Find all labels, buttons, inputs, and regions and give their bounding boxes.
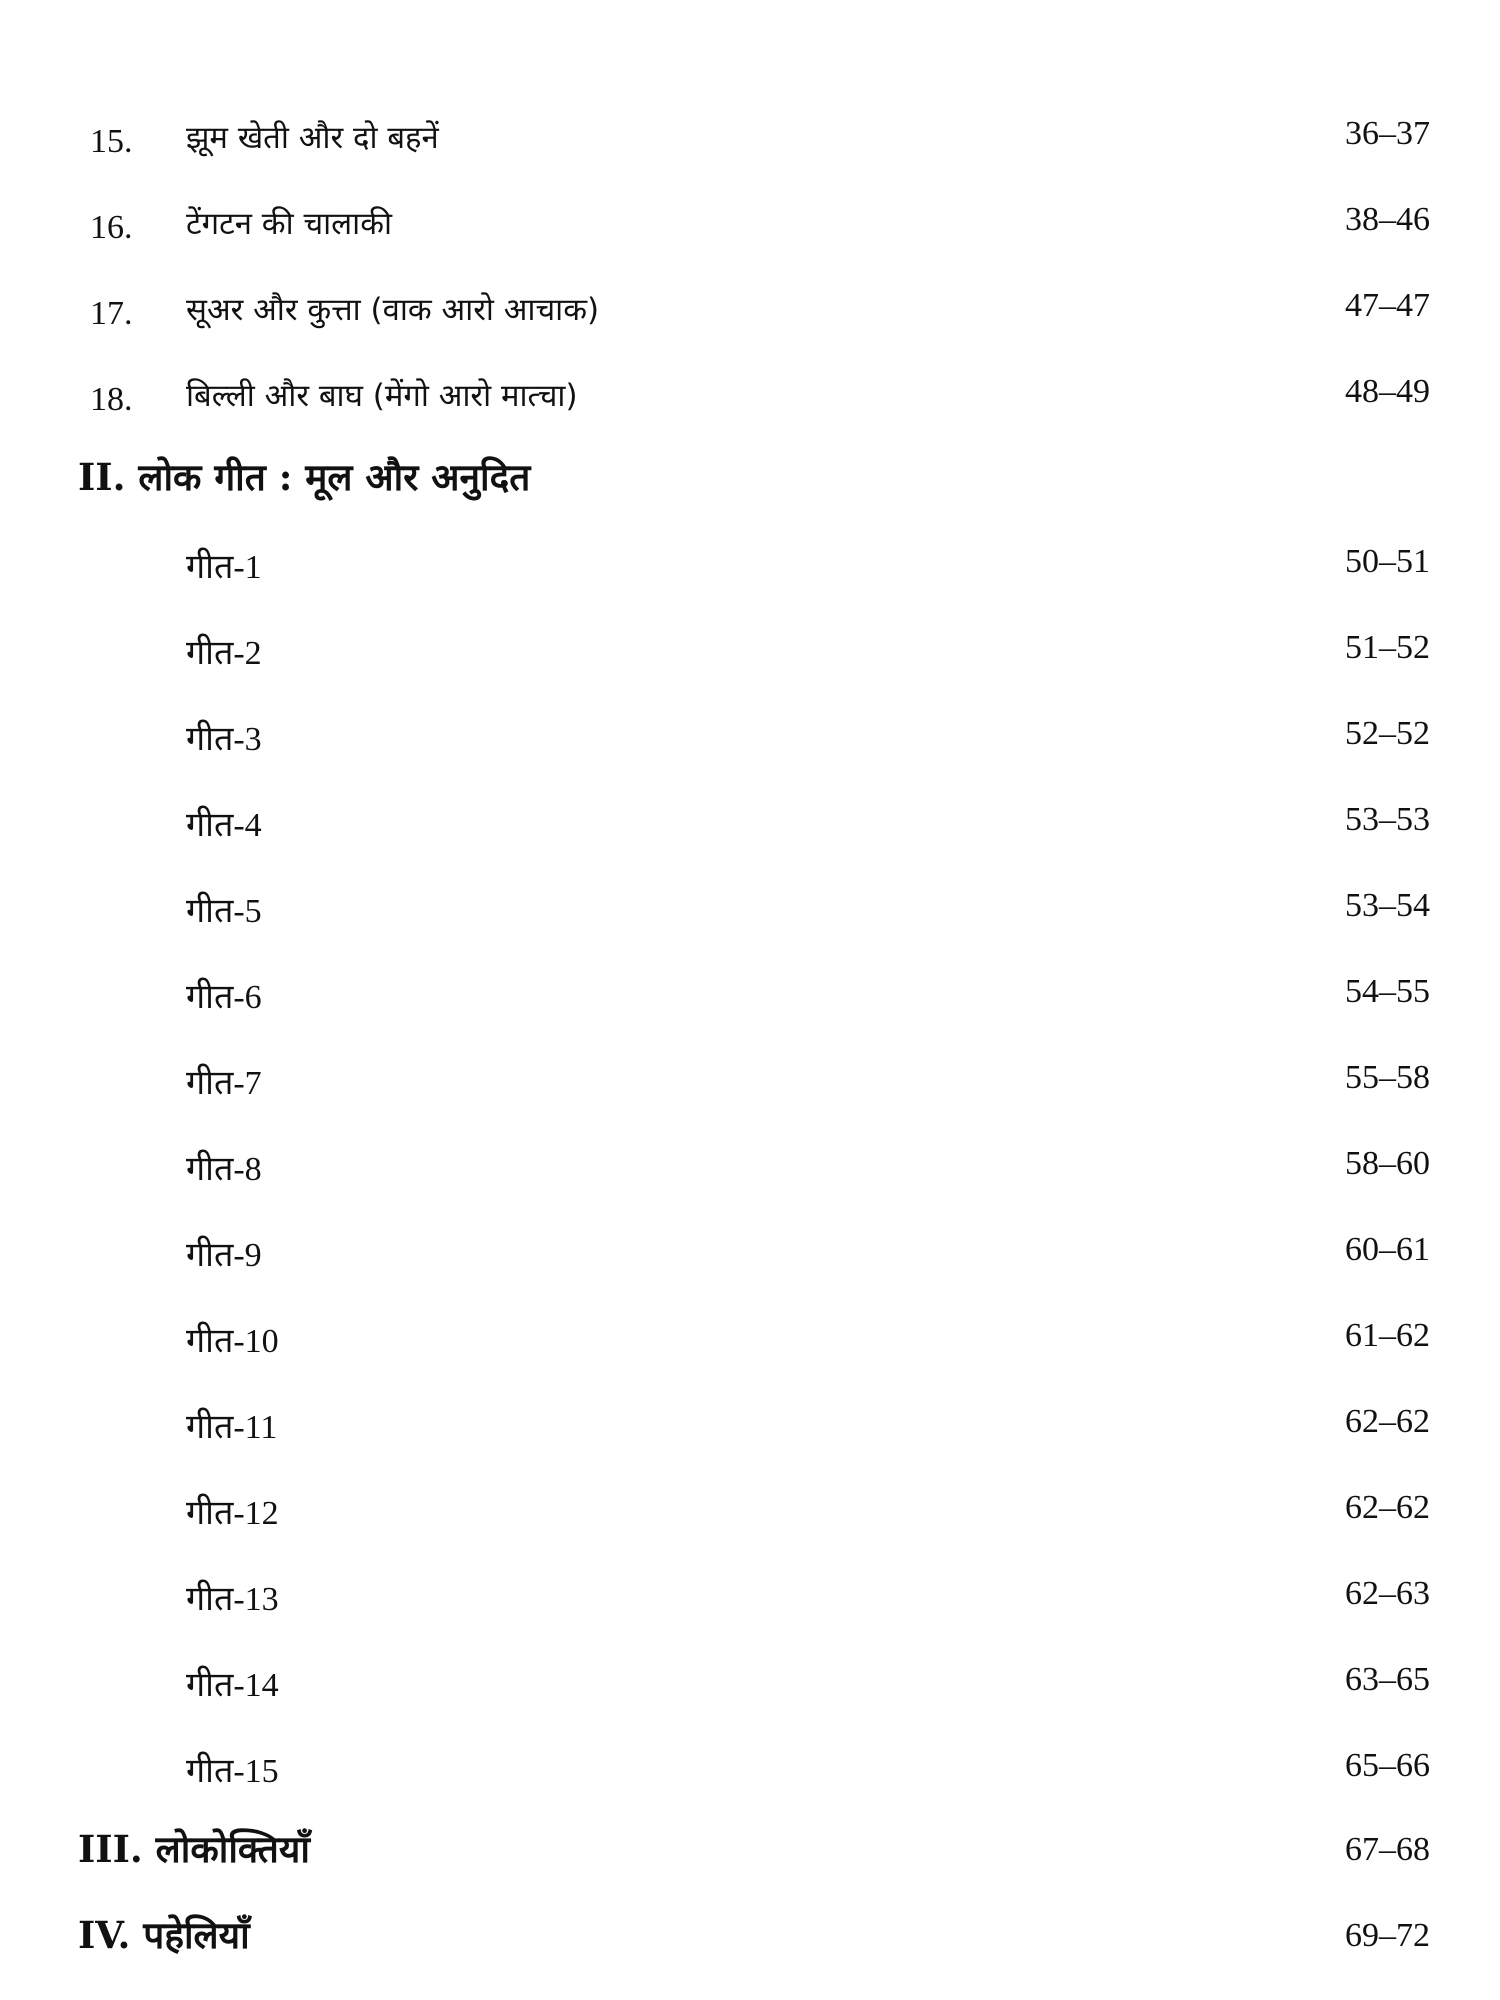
entry-number: 17. (90, 295, 133, 332)
entry-pages: 63–65 (1345, 1661, 1430, 1698)
section-title: III. लोकोक्तियाँ (78, 1827, 310, 1871)
toc-entry (0, 1744, 1500, 1804)
section-title: IV. पहेलियाँ (78, 1913, 250, 1957)
song-title: गीत-5 (186, 893, 262, 930)
entry-number: 18. (90, 381, 133, 418)
toc-entry (0, 112, 1500, 172)
entry-pages: 55–58 (1345, 1059, 1430, 1096)
toc-entry (0, 1142, 1500, 1202)
entry-title: टेंगटन की चालाकी (186, 206, 393, 242)
toc-entry (0, 712, 1500, 772)
song-title: गीत-1 (186, 549, 262, 586)
toc-entry (0, 1056, 1500, 1116)
toc-entry (0, 626, 1500, 686)
song-title: गीत-7 (186, 1065, 262, 1102)
song-title: गीत-9 (186, 1237, 262, 1274)
entry-pages: 52–52 (1345, 715, 1430, 752)
entry-pages: 36–37 (1345, 115, 1430, 152)
section-title: II. लोक गीत : मूल और अनुदित (78, 455, 531, 499)
toc-entry (0, 1228, 1500, 1288)
toc-entry (0, 1658, 1500, 1718)
entry-pages: 62–63 (1345, 1575, 1430, 1612)
toc-entry (0, 970, 1500, 1030)
entry-pages: 47–47 (1345, 287, 1430, 324)
section-heading (0, 1910, 1500, 1970)
entry-title: बिल्ली और बाघ (मेंगो आरो मात्चा) (186, 378, 578, 414)
toc-entry (0, 370, 1500, 430)
entry-pages: 53–54 (1345, 887, 1430, 924)
section-heading (0, 1824, 1500, 1884)
entry-pages: 50–51 (1345, 543, 1430, 580)
entry-number: 16. (90, 209, 133, 246)
entry-number: 15. (90, 123, 133, 160)
song-title: गीत-13 (186, 1581, 279, 1618)
entry-pages: 69–72 (1345, 1917, 1430, 1954)
section-heading (0, 452, 1500, 512)
toc-entry (0, 798, 1500, 858)
song-title: गीत-3 (186, 721, 262, 758)
song-title: गीत-6 (186, 979, 262, 1016)
entry-title: झूम खेती और दो बहनें (186, 120, 439, 156)
toc-entry (0, 1314, 1500, 1374)
entry-pages: 62–62 (1345, 1403, 1430, 1440)
entry-title: सूअर और कुत्ता (वाक आरो आचाक) (186, 292, 600, 328)
entry-pages: 67–68 (1345, 1831, 1430, 1868)
entry-pages: 51–52 (1345, 629, 1430, 666)
entry-pages: 38–46 (1345, 201, 1430, 238)
toc-entry (0, 284, 1500, 344)
song-title: गीत-4 (186, 807, 262, 844)
entry-pages: 58–60 (1345, 1145, 1430, 1182)
entry-pages: 53–53 (1345, 801, 1430, 838)
entry-pages: 48–49 (1345, 373, 1430, 410)
song-title: गीत-11 (186, 1409, 278, 1446)
song-title: गीत-14 (186, 1667, 279, 1704)
toc-entry (0, 1400, 1500, 1460)
entry-pages: 54–55 (1345, 973, 1430, 1010)
entry-pages: 62–62 (1345, 1489, 1430, 1526)
toc-entry (0, 198, 1500, 258)
entry-pages: 60–61 (1345, 1231, 1430, 1268)
toc-entry (0, 540, 1500, 600)
song-title: गीत-15 (186, 1753, 279, 1790)
song-title: गीत-2 (186, 635, 262, 672)
song-title: गीत-8 (186, 1151, 262, 1188)
song-title: गीत-10 (186, 1323, 279, 1360)
toc-entry (0, 884, 1500, 944)
entry-pages: 61–62 (1345, 1317, 1430, 1354)
toc-entry (0, 1486, 1500, 1546)
toc-entry (0, 1572, 1500, 1632)
entry-pages: 65–66 (1345, 1747, 1430, 1784)
song-title: गीत-12 (186, 1495, 279, 1532)
